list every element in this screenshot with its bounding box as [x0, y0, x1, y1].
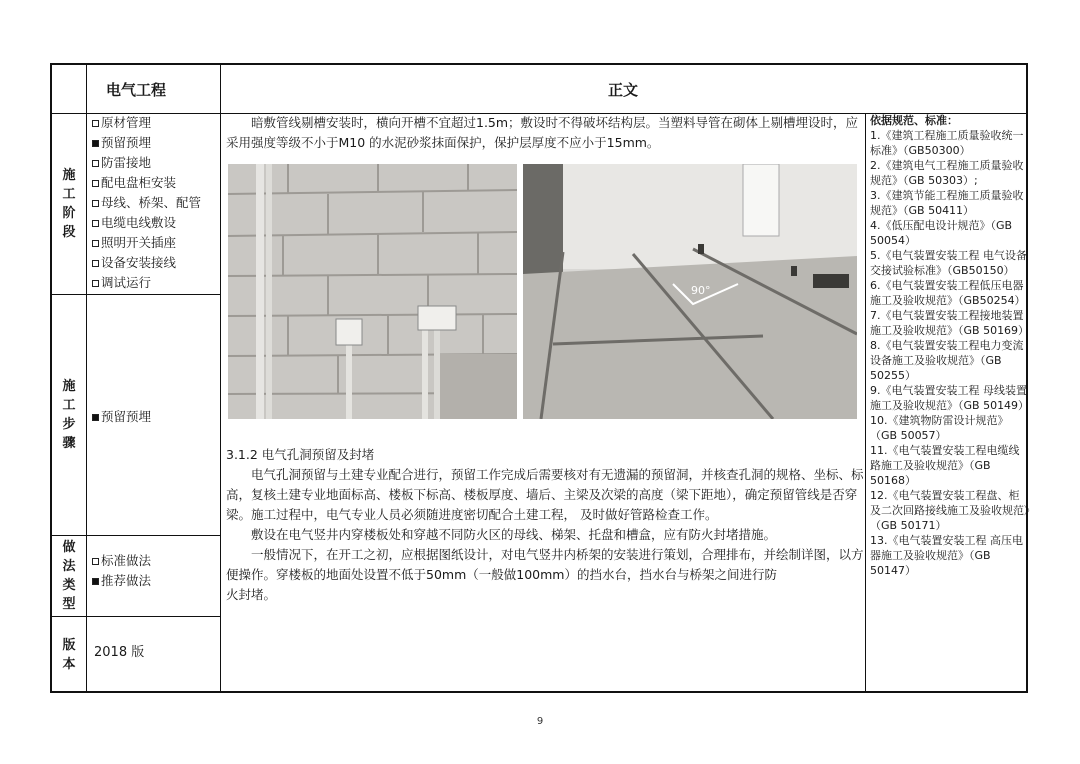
body-paragraph: 暗敷管线剔槽安装时，横向开槽不宜超过1.5m；敷设时不得破坏结构层。当塑料导管在砌体上剔槽埋设时，应采用强度等级不小于M10 的水泥砂浆抹面保护，保护层厚度不应小于15mm。	[226, 115, 859, 150]
version-value: 2018 版	[94, 645, 145, 660]
method-label-char: 做	[62, 539, 76, 555]
body-paragraph: 敷设在电气竖井内穿楼板处和穿越不同防火区的母线、梯架、托盘和槽盒，应有防火封堵措施。	[251, 527, 777, 542]
option-label: 调试运行	[101, 275, 152, 290]
option-label: 照明开关插座	[101, 235, 177, 250]
checkbox-filled-icon	[92, 140, 99, 147]
reference-item: 5.《电气装置安装工程 电气设备交接试验标准》（GB50150）	[870, 249, 1027, 277]
wall-photo-illustration	[228, 164, 517, 419]
steps-options	[92, 407, 151, 427]
option-label: 预留预埋	[101, 135, 152, 150]
option-label: 原材管理	[101, 115, 152, 130]
method-label	[52, 535, 86, 616]
method-option[interactable]	[92, 571, 151, 591]
body-paragraph: 一般情况下，在开工之初，应根据图纸设计，对电气竖井内桥架的安装进行策划，合理排布，并绘制详图，以方便操作。穿楼板的地面处设置不低于50mm（一般做100mm）的挡水台，挡水台与桥架之间进行防	[226, 547, 864, 582]
photo-floor-conduits	[523, 164, 857, 419]
steps-label-char: 步	[62, 416, 76, 432]
stage-option[interactable]	[92, 273, 201, 293]
method-option[interactable]	[92, 551, 151, 571]
reference-item: 10.《建筑物防雷设计规范》（GB 50057）	[870, 414, 1009, 442]
checkbox-filled-icon	[92, 414, 99, 421]
body-top	[226, 113, 866, 153]
steps-option[interactable]	[92, 407, 151, 427]
body-bottom	[226, 445, 866, 605]
stage-option[interactable]	[92, 173, 201, 193]
steps-label-char: 骤	[62, 435, 76, 451]
body-paragraph: 电气孔洞预留与土建专业配合进行，预留工作完成后需要核对有无遗漏的预留洞，并核查孔洞的规格、坐标、标高，复核土建专业地面标高、楼板下标高、楼板厚度、墙后、主梁及次梁的高度（梁下距地），确定预留管线是否穿梁。施工过程中，电气专业人员必须随进度密切配合土建工程， 及时做好管路检查工作。	[226, 467, 864, 522]
section-title: 3.1.2 电气孔洞预留及封堵	[226, 447, 375, 462]
method-label-char: 型	[62, 596, 76, 612]
checkbox-empty-icon	[92, 220, 99, 227]
stage-label	[52, 113, 86, 294]
method-options	[92, 551, 151, 591]
grid-line	[86, 65, 87, 691]
steps-label	[52, 294, 86, 535]
option-label: 设备安装接线	[101, 255, 177, 270]
reference-item: 12.《电气装置安装工程盘、柜及二次回路接线施工及验收规范》（GB 50171）	[870, 489, 1030, 532]
stage-option[interactable]	[92, 233, 201, 253]
checkbox-empty-icon	[92, 120, 99, 127]
checkbox-empty-icon	[92, 558, 99, 565]
stage-label-char: 阶	[62, 205, 76, 221]
references-heading: 依据规范、标准：	[870, 114, 958, 127]
version-label-char: 版	[62, 637, 76, 653]
reference-item: 1.《建筑工程施工质量验收统一标准》（GB50300）	[870, 129, 1024, 157]
main-header: 正文	[607, 80, 638, 99]
method-label-char: 法	[62, 558, 76, 574]
stage-option[interactable]	[92, 213, 201, 233]
reference-item: 2.《建筑电气工程施工质量验收规范》（GB 50303）;	[870, 159, 1024, 187]
stage-label-char: 施	[62, 167, 76, 183]
angle-label: 90°	[691, 284, 711, 297]
stage-label-char: 工	[62, 186, 76, 202]
version-label	[52, 616, 86, 693]
method-label-char: 类	[62, 577, 76, 593]
stage-option[interactable]	[92, 193, 201, 213]
page-number: 9	[536, 716, 544, 727]
reference-item: 9.《电气装置安装工程 母线装置施工及验收规范》（GB 50149）	[870, 384, 1030, 412]
checkbox-empty-icon	[92, 240, 99, 247]
checkbox-empty-icon	[92, 280, 99, 287]
checkbox-empty-icon	[92, 260, 99, 267]
stage-options	[92, 113, 201, 293]
stage-option[interactable]	[92, 113, 201, 133]
checkbox-filled-icon	[92, 578, 99, 585]
option-label: 电缆电线敷设	[101, 215, 177, 230]
reference-item: 8.《电气装置安装工程电力变流设备施工及验收规范》（GB 50255）	[870, 339, 1024, 382]
option-label: 推荐做法	[101, 573, 152, 588]
stage-label-char: 段	[62, 224, 76, 240]
reference-item: 3.《建筑节能工程施工质量验收规范》（GB 50411）	[870, 189, 1024, 217]
reference-item: 11.《电气装置安装工程电缆线路施工及验收规范》（GB 50168）	[870, 444, 1020, 487]
version-label-char: 本	[62, 656, 76, 672]
option-label: 配电盘柜安装	[101, 175, 177, 190]
references-column	[870, 113, 1030, 578]
reference-item: 4.《低压配电设计规范》（GB 50054）	[870, 219, 1013, 247]
spec-table	[50, 63, 1028, 693]
stage-option[interactable]	[92, 253, 201, 273]
option-label: 预留预埋	[101, 409, 152, 424]
stage-option[interactable]	[92, 153, 201, 173]
checkbox-empty-icon	[92, 200, 99, 207]
left-header: 电气工程	[105, 80, 166, 99]
body-paragraph: 火封堵。	[226, 587, 277, 602]
reference-item: 7.《电气装置安装工程接地装置施工及验收规范》（GB 50169）	[870, 309, 1030, 337]
grid-line	[220, 65, 221, 691]
checkbox-empty-icon	[92, 180, 99, 187]
reference-item: 13.《电气装置安装工程 高压电器施工及验收规范》（GB 50147）	[870, 534, 1023, 577]
option-label: 母线、桥架、配管	[101, 195, 202, 210]
steps-label-char: 工	[62, 397, 76, 413]
photo-wall-conduits	[228, 164, 517, 419]
reference-item: 6.《电气装置安装工程低压电器施工及验收规范》（GB50254）	[870, 279, 1026, 307]
option-label: 防雷接地	[101, 155, 152, 170]
stage-option[interactable]	[92, 133, 201, 153]
checkbox-empty-icon	[92, 160, 99, 167]
steps-label-char: 施	[62, 378, 76, 394]
floor-photo-illustration	[523, 164, 857, 419]
option-label: 标准做法	[101, 553, 152, 568]
